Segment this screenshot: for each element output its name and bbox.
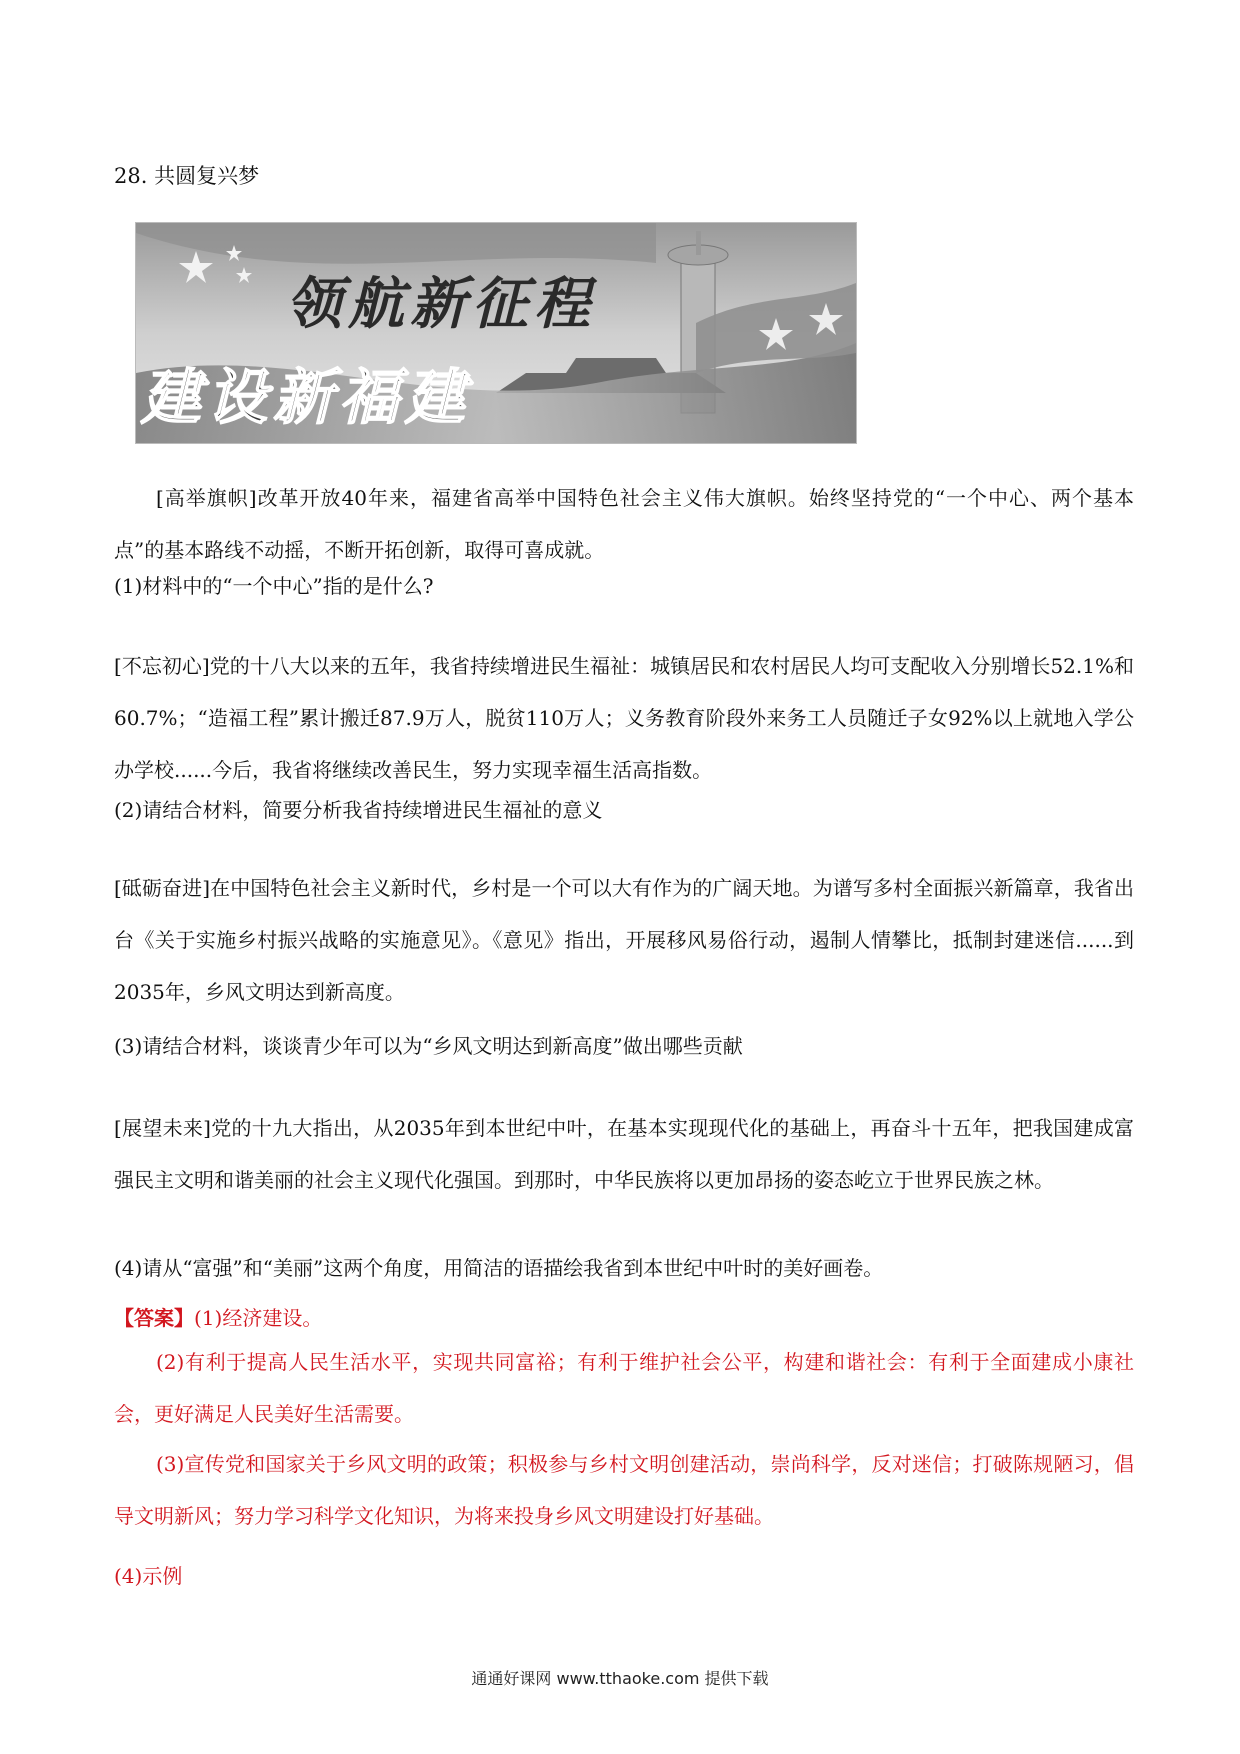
banner-slogan-1: 领航新征程: [286, 271, 596, 337]
answer-label: 【答案】: [114, 1306, 194, 1330]
question-1: (1)材料中的“一个中心”指的是什么?: [114, 574, 434, 598]
question-title: 28. 共圆复兴梦: [114, 164, 260, 188]
answer-1: (1)经济建设。: [194, 1306, 323, 1330]
material-4: [展望未来]党的十九大指出，从2035年到本世纪中叶，在基本实现现代化的基础上，再奋斗十五年，把我国建成富强民主文明和谐美丽的社会主义现代化强国。到那时，中华民族将以更加昂扬的姿态屹立于世界民族之林。: [114, 1116, 1134, 1192]
answer-line-1: [114, 1302, 1134, 1334]
answer-2: (2)有利于提高人民生活水平，实现共同富裕；有利于维护社会公平，构建和谐社会：有利于全面建成小康社会，更好满足人民美好生活需要。: [114, 1350, 1134, 1426]
answer-3: (3)宣传党和国家关于乡风文明的政策；积极参与乡村文明创建活动，崇尚科学，反对迷信；打破陈规陋习，倡导文明新风；努力学习科学文化知识，为将来投身乡风文明建设打好基础。: [114, 1452, 1134, 1528]
banner-slogan-2: 建设新福建: [141, 363, 471, 433]
banner-graphic: [136, 223, 856, 443]
question-4: (4)请从“富强”和“美丽”这两个角度，用简洁的语描绘我省到本世纪中叶时的美好画卷。: [114, 1256, 884, 1280]
material-1: [高举旗帜]改革开放40年来，福建省高举中国特色社会主义伟大旗帜。始终坚持党的“一个中心、两个基本点”的基本路线不动摇，不断开拓创新，取得可喜成就。: [114, 486, 1134, 562]
page-footer: 通通好课网 www.tthaoke.com 提供下载: [471, 1669, 769, 1688]
material-2: [不忘初心]党的十八大以来的五年，我省持续增进民生福祉：城镇居民和农村居民人均可支配收入分别增长52.1%和60.7%；“造福工程”累计搬迁87.9万人，脱贫110万人；义务教育阶段外来务工人员随迁子女92%以上就地入学公办学校......今后，我省将继续改善民生，努力实现幸福生活高指数。: [114, 654, 1134, 782]
question-2: (2)请结合材料，简要分析我省持续增进民生福祉的意义: [114, 798, 603, 822]
material-3: [砥砺奋进]在中国特色社会主义新时代，乡村是一个可以大有作为的广阔天地。为谱写多村全面振兴新篇章，我省出台《关于实施乡村振兴战略的实施意见》。《意见》指出，开展移风易俗行动，遏制人情攀比，抵制封建迷信......到2035年，乡风文明达到新高度。: [114, 876, 1134, 1004]
banner-image: [135, 222, 857, 444]
question-3: (3)请结合材料，谈谈青少年可以为“乡风文明达到新高度”做出哪些贡献: [114, 1034, 743, 1058]
answer-4: (4)示例: [114, 1564, 183, 1588]
